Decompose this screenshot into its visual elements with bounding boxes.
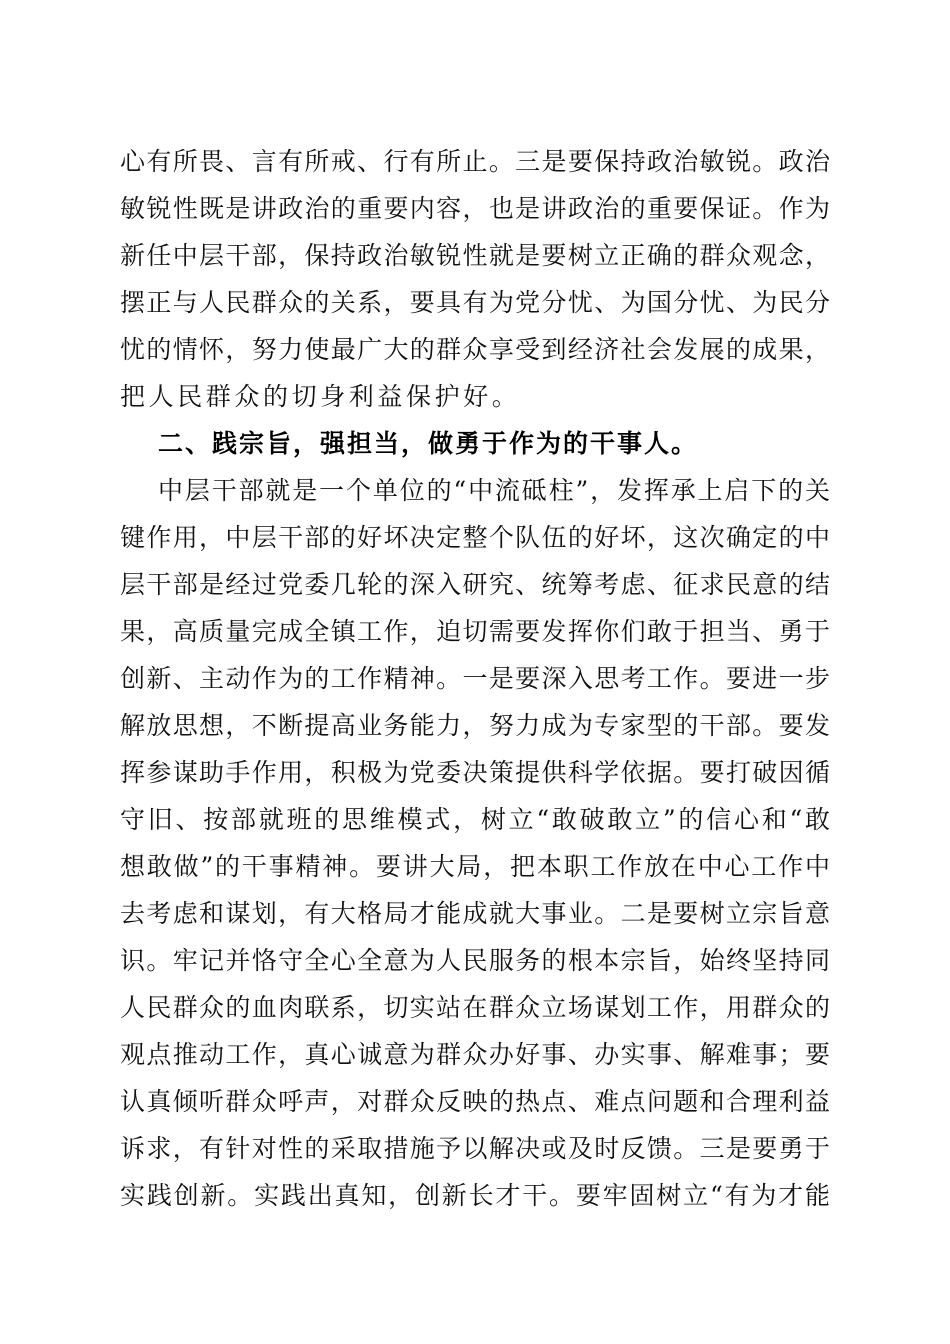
- body-text-line: 心有所畏、言有所戒、行有所止。三是要保持政治敏锐。政治: [120, 147, 830, 176]
- body-text-line: 认真倾听群众呼声，对群众反映的热点、难点问题和合理利益: [120, 1087, 830, 1116]
- body-text-line: 观点推动工作，真心诚意为群众办好事、办实事、解难事；要: [120, 1040, 830, 1069]
- body-text-line: 新任中层干部，保持政治敏锐性就是要树立正确的群众观念，: [120, 241, 830, 270]
- body-text-line: 果，高质量完成全镇工作，迫切需要发挥你们敢于担当、勇于: [120, 617, 830, 646]
- section-heading: 二、践宗旨，强担当，做勇于作为的干事人。: [158, 429, 699, 458]
- body-text-line: 解放思想，不断提高业务能力，努力成为专家型的干部。要发: [120, 711, 830, 740]
- body-text-line: 实践创新。实践出真知，创新长才干。要牢固树立“有为才能: [120, 1181, 830, 1210]
- body-text-line: 人民群众的血肉联系，切实站在群众立场谋划工作，用群众的: [120, 993, 830, 1022]
- body-text-line: 忧的情怀，努力使最广大的群众享受到经济社会发展的成果，: [120, 335, 830, 364]
- body-text-line: 敏锐性既是讲政治的重要内容，也是讲政治的重要保证。作为: [120, 194, 830, 223]
- body-text-line: 诉求，有针对性的采取措施予以解决或及时反馈。三是要勇于: [120, 1134, 830, 1163]
- body-text-line: 识。牢记并恪守全心全意为人民服务的根本宗旨，始终坚持同: [120, 946, 830, 975]
- body-text-line: 层干部是经过党委几轮的深入研究、统筹考虑、征求民意的结: [120, 570, 830, 599]
- body-text-line: 键作用，中层干部的好坏决定整个队伍的好坏，这次确定的中: [120, 523, 830, 552]
- body-text-line: 摆正与人民群众的关系，要具有为党分忧、为国分忧、为民分: [120, 288, 830, 317]
- body-text-line: 创新、主动作为的工作精神。一是要深入思考工作。要进一步: [120, 664, 830, 693]
- body-text-line: 挥参谋助手作用，积极为党委决策提供科学依据。要打破因循: [120, 758, 830, 787]
- body-text-line: 中层干部就是一个单位的“中流砥柱”，发挥承上启下的关: [158, 476, 830, 505]
- body-text-line: 把人民群众的切身利益保护好。: [120, 382, 521, 411]
- body-text-line: 守旧、按部就班的思维模式，树立“敢破敢立”的信心和“敢: [120, 805, 830, 834]
- body-text-line: 想敢做”的干事精神。要讲大局，把本职工作放在中心工作中: [120, 852, 830, 881]
- body-text-line: 去考虑和谋划，有大格局才能成就大事业。二是要树立宗旨意: [120, 899, 830, 928]
